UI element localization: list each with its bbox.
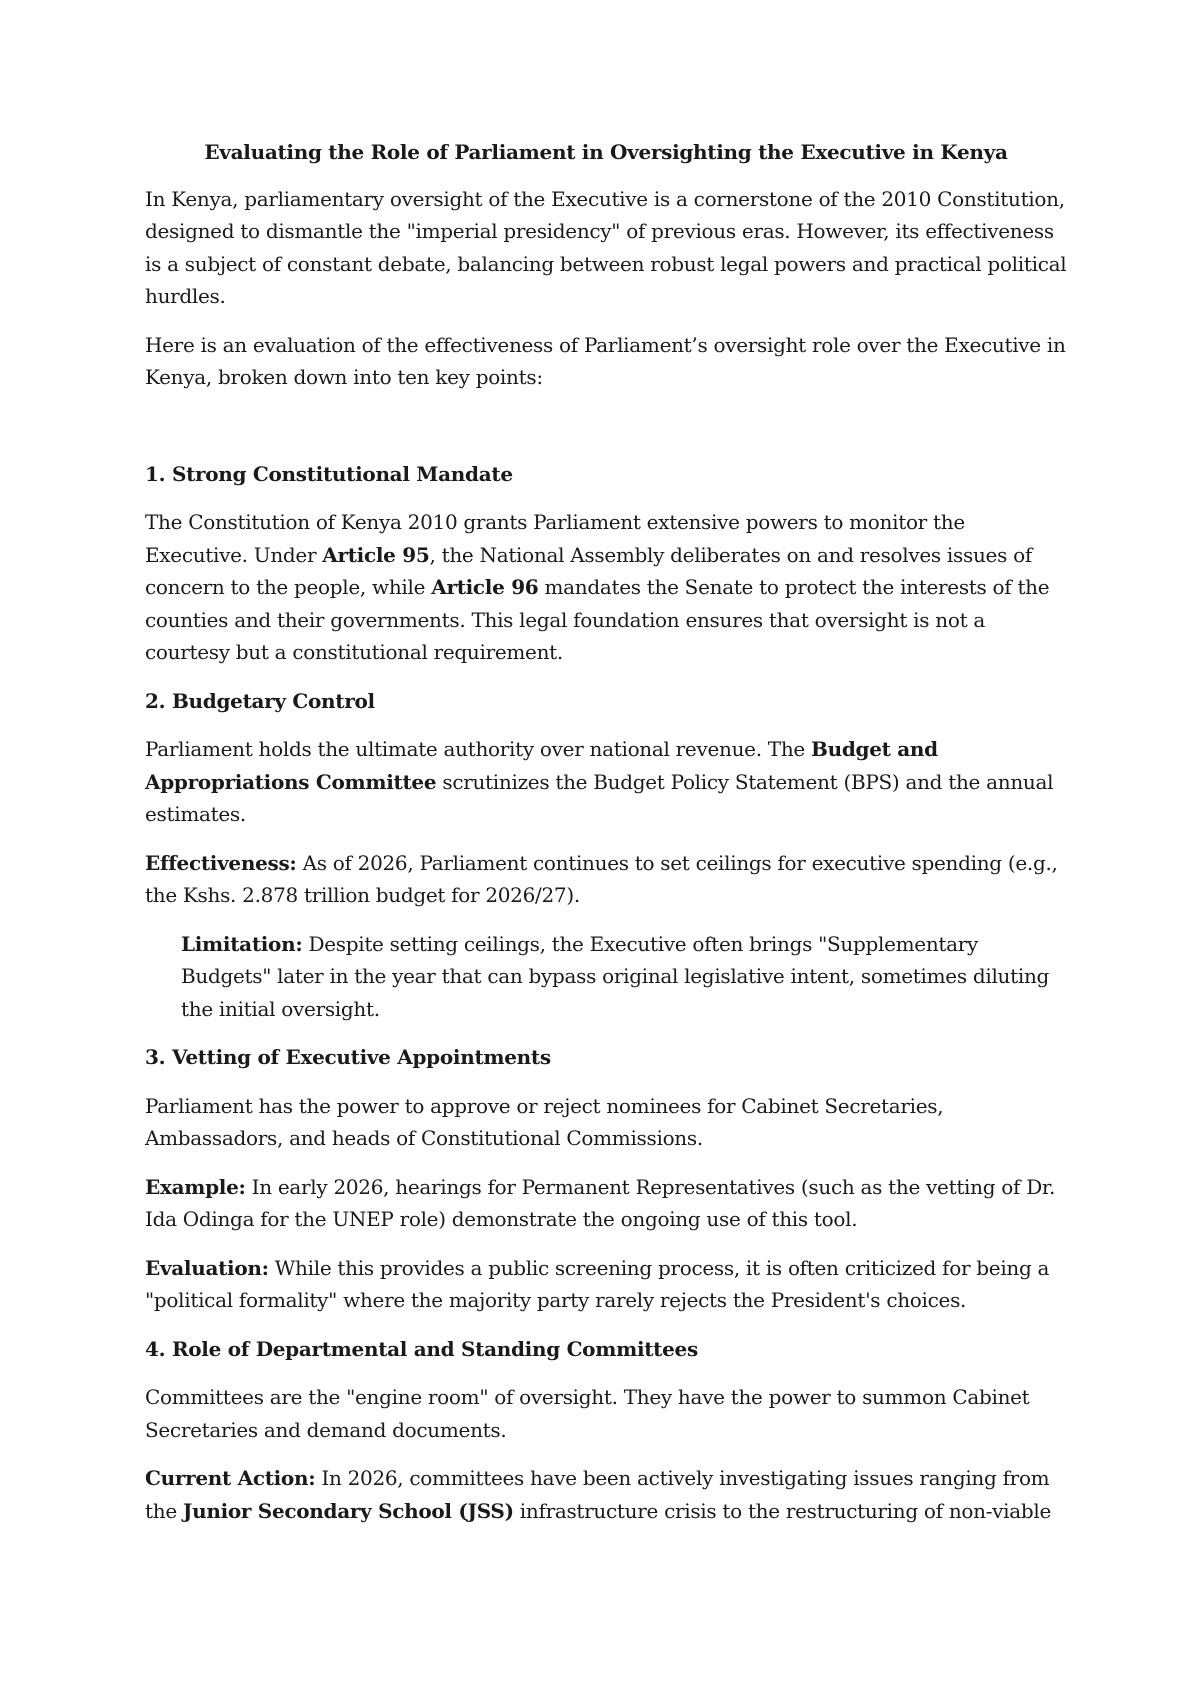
section-2-body: Parliament holds the ultimate authority over national revenue. The Budget and Appropriations Committee scrutinizes the Budget Policy Statement (BPS) and the annual estimates. <box>145 737 1054 826</box>
section-4-body: Committees are the "engine room" of oversight. They have the power to summon Cabinet Secretaries and demand documents. <box>145 1385 1030 1442</box>
intro-paragraph-2: Here is an evaluation of the effectiveness of Parliament’s oversight role over the Executive in Kenya, broken down into ten key points: <box>145 332 1066 389</box>
section-3-example: Example: In early 2026, hearings for Permanent Representatives (such as the vetting of Dr. Ida Odinga for the UNEP role) demonstrate the ongoing use of this tool. <box>145 1174 1056 1231</box>
section-3-heading: 3. Vetting of Executive Appointments <box>145 1045 551 1069</box>
intro-paragraph-1: In Kenya, parliamentary oversight of the Executive is a cornerstone of the 2010 Constitution, designed to dismantle the "imperial presidency" of previous eras. However, its effectiveness is a subject of constant debate, balancing between robust legal powers and practical political hurdles. <box>145 186 1067 308</box>
section-2-effectiveness: Effectiveness: As of 2026, Parliament continues to set ceilings for executive spending (e.g., the Kshs. 2.878 trillion budget for 2026/27). <box>145 850 1058 907</box>
section-1-body: The Constitution of Kenya 2010 grants Parliament extensive powers to monitor the Executive. Under Article 95, the National Assembly deliberates on and resolves issues of concern to the people, while Article 96 mandates the Senate to protect the interests of the counties and their governments. This legal foundation ensures that oversight is not a courtesy but a constitutional requirement. <box>145 510 1050 664</box>
document-title: Evaluating the Role of Parliament in Oversighting the Executive in Kenya <box>204 140 1008 164</box>
document-page <box>145 136 1067 1543</box>
section-3-evaluation: Evaluation: While this provides a public screening process, it is often criticized for being a "political formality" where the majority party rarely rejects the President's choices. <box>145 1255 1050 1312</box>
section-4-heading: 4. Role of Departmental and Standing Committees <box>145 1336 698 1361</box>
section-1-heading: 1. Strong Constitutional Mandate <box>145 461 513 486</box>
section-spacer <box>145 410 1067 458</box>
section-2-limitation: Limitation: Despite setting ceilings, the Executive often brings "Supplementary Budgets" later in the year that can bypass original legislative intent, sometimes diluting the initial oversight. <box>181 931 1050 1021</box>
section-2-heading: 2. Budgetary Control <box>145 688 375 713</box>
section-4-current-action: Current Action: In 2026, committees have been actively investigating issues ranging from the Junior Secondary School (JSS) infrastructure crisis to the restructuring of non-viable <box>145 1466 1052 1523</box>
section-3-body: Parliament has the power to approve or reject nominees for Cabinet Secretaries, Ambassadors, and heads of Constitutional Commissions. <box>145 1093 944 1150</box>
